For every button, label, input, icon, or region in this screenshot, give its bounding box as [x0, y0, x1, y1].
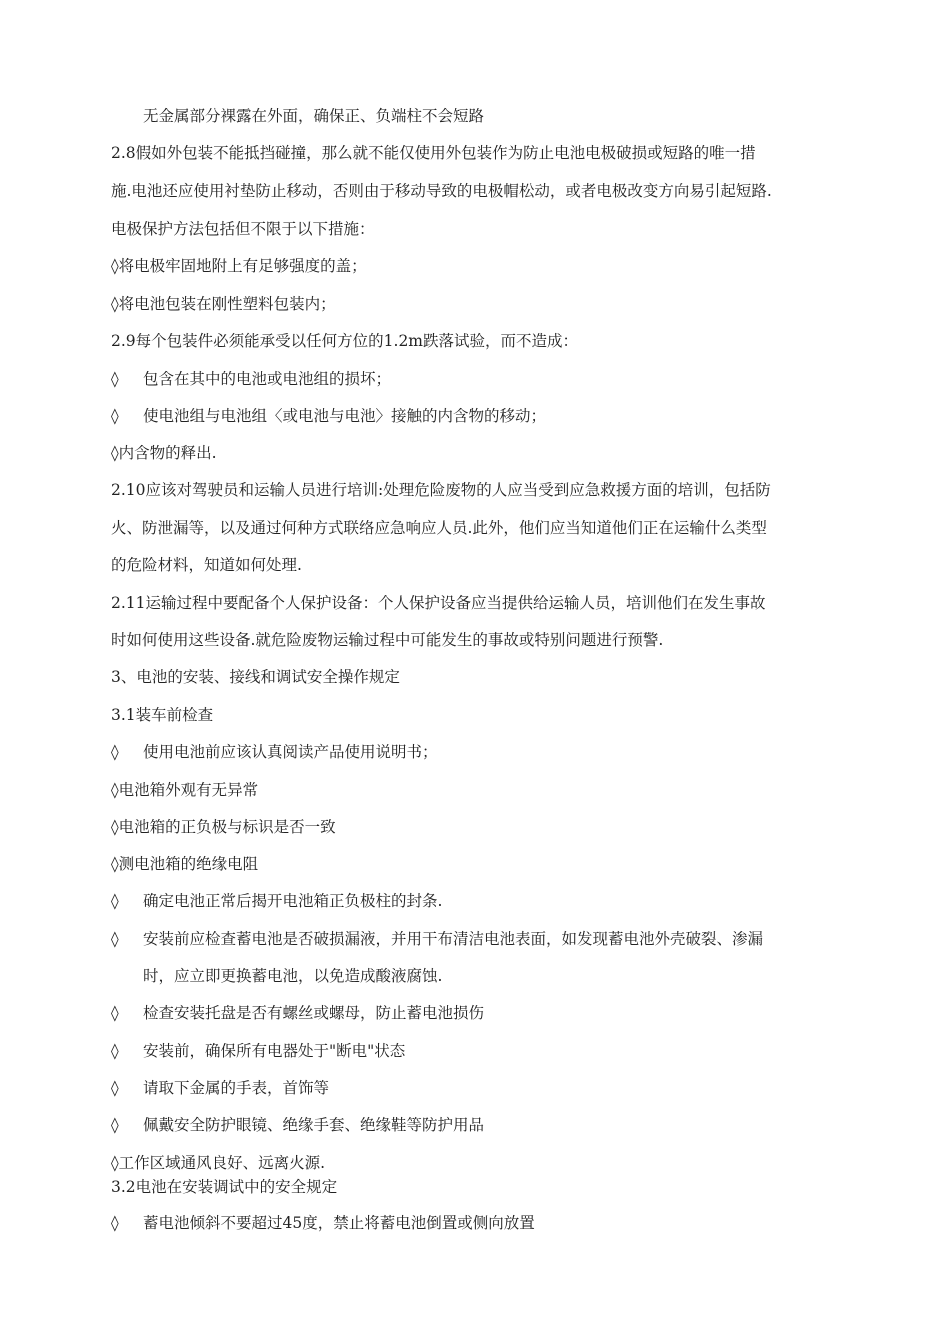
bullet-diamond: ◊: [111, 743, 119, 761]
text-line: 施.电池还应使用衬垫防止移动，否则由于移动导致的电极帽松动，或者电极改变方向易引起短路.: [111, 182, 772, 200]
bullet-diamond: ◊: [111, 930, 119, 948]
list-item: ◊电池箱外观有无异常: [111, 781, 259, 799]
bullet-diamond: ◊: [111, 1004, 119, 1022]
section-2-11: 2.11运输过程中要配备个人保护设备：个人保护设备应当提供给运输人员，培训他们在发生事故: [111, 594, 766, 612]
list-item: ◊将电极牢固地附上有足够强度的盖；: [111, 257, 367, 275]
list-item: 确定电池正常后揭开电池箱正负极柱的封条.: [143, 892, 443, 910]
list-item: ◊工作区域通风良好、远离火源.: [111, 1154, 326, 1172]
bullet-diamond: ◊: [111, 370, 119, 388]
bullet-diamond: ◊: [111, 1116, 119, 1134]
section-2-10: 2.10应该对驾驶员和运输人员进行培训:处理危险废物的人应当受到应急救援方面的培训，包括防: [111, 481, 771, 499]
text-line: 的危险材料，知道如何处理.: [111, 556, 302, 574]
list-item: 佩戴安全防护眼镜、绝缘手套、绝缘鞋等防护用品: [143, 1116, 485, 1134]
text-line: 电极保护方法包括但不限于以下措施：: [111, 220, 375, 238]
bullet-diamond: ◊: [111, 892, 119, 910]
text-line: 无金属部分裸露在外面，确保正、负端柱不会短路: [143, 107, 485, 125]
section-2-8: 2.8假如外包装不能抵挡碰撞，那么就不能仅使用外包装作为防止电池电极破损或短路的唯一措: [111, 144, 756, 162]
list-item: ◊将电池包装在刚性塑料包装内；: [111, 295, 336, 313]
list-item: 安装前应检查蓄电池是否破损漏液，并用干布清洁电池表面，如发现蓄电池外壳破裂、渗漏: [143, 930, 764, 948]
text-line: 火、防泄漏等，以及通过何种方式联络应急响应人员.此外，他们应当知道他们正在运输什么类型: [111, 519, 767, 537]
list-item: 安装前，确保所有电器处于"断电"状态: [143, 1042, 406, 1060]
text-line: 时如何使用这些设备.就危险废物运输过程中可能发生的事故或特别问题进行预警.: [111, 631, 664, 649]
text-line: 时，应立即更换蓄电池，以免造成酸液腐蚀.: [143, 967, 443, 985]
list-item: ◊内含物的释出.: [111, 444, 217, 462]
list-item: 使用电池前应该认真阅读产品使用说明书；: [143, 743, 438, 761]
bullet-diamond: ◊: [111, 1079, 119, 1097]
section-3-1: 3.1装车前检查: [111, 706, 214, 724]
list-item: 使电池组与电池组〈或电池与电池〉接触的内含物的移动；: [143, 407, 547, 425]
bullet-diamond: ◊: [111, 1042, 119, 1060]
bullet-diamond: ◊: [111, 1214, 119, 1232]
list-item: 包含在其中的电池或电池组的损坏；: [143, 370, 392, 388]
section-heading-3: 3、电池的安装、接线和调试安全操作规定: [111, 668, 400, 686]
bullet-diamond: ◊: [111, 407, 119, 425]
list-item: 请取下金属的手表，首饰等: [143, 1079, 330, 1097]
list-item: 检查安装托盘是否有螺丝或螺母，防止蓄电池损伤: [143, 1004, 485, 1022]
list-item: 蓄电池倾斜不要超过45度，禁止将蓄电池倒置或侧向放置: [143, 1214, 535, 1232]
list-item: ◊电池箱的正负极与标识是否一致: [111, 818, 336, 836]
section-2-9: 2.9每个包装件必须能承受以任何方位的1.2m跌落试验，而不造成：: [111, 332, 579, 350]
list-item: ◊测电池箱的绝缘电阻: [111, 855, 259, 873]
section-3-2: 3.2电池在安装调试中的安全规定: [111, 1178, 338, 1196]
